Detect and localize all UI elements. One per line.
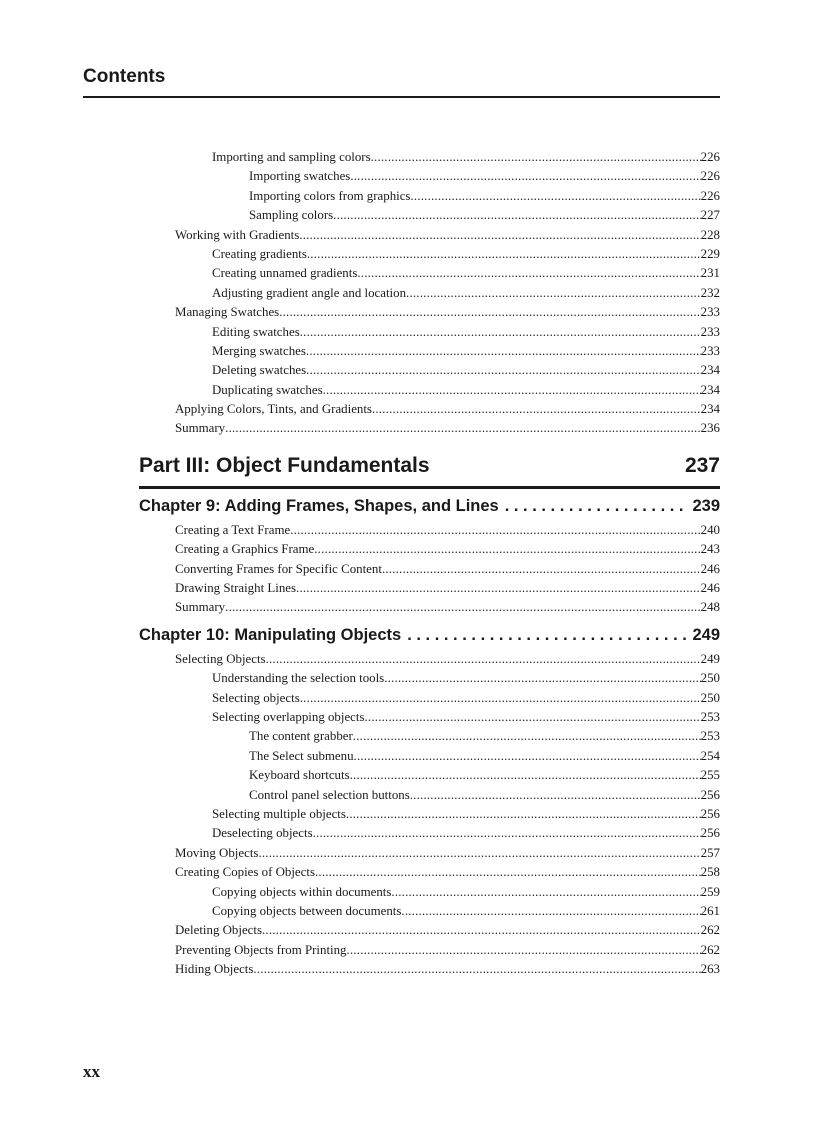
dot-leader bbox=[258, 844, 700, 863]
toc-entry-page: 246 bbox=[700, 581, 720, 596]
dot-leader bbox=[300, 323, 701, 342]
running-header bbox=[83, 66, 720, 98]
toc-entry-title: Duplicating swatches bbox=[212, 382, 323, 397]
toc-entry-page: 259 bbox=[700, 884, 720, 899]
toc-entry[interactable] bbox=[139, 921, 720, 940]
toc-section-color bbox=[139, 148, 720, 439]
dot-leader bbox=[353, 727, 701, 746]
toc-entry-title: Importing and sampling colors bbox=[212, 150, 371, 164]
toc-entry[interactable] bbox=[139, 844, 720, 863]
dot-leader bbox=[391, 883, 700, 902]
dot-leader bbox=[365, 708, 701, 727]
toc-entry[interactable] bbox=[139, 766, 720, 785]
dot-leader bbox=[406, 284, 701, 303]
chapter-9-heading[interactable] bbox=[139, 495, 720, 517]
toc-entry-title: Importing swatches bbox=[249, 169, 351, 184]
dot-leader bbox=[306, 361, 701, 380]
toc-entry-title: The Select submenu bbox=[249, 748, 354, 763]
toc-entry[interactable] bbox=[139, 264, 720, 283]
toc-entry[interactable] bbox=[139, 669, 720, 688]
dot-leader bbox=[499, 495, 689, 517]
toc-entry[interactable] bbox=[139, 805, 720, 824]
header-title: Contents bbox=[83, 66, 166, 87]
dot-leader bbox=[372, 400, 701, 419]
toc-entry[interactable] bbox=[139, 323, 720, 342]
toc-entry-title: Converting Frames for Specific Content bbox=[175, 561, 382, 576]
toc-entry[interactable] bbox=[139, 342, 720, 361]
dot-leader bbox=[323, 381, 701, 400]
toc-entry-title: Deselecting objects bbox=[212, 826, 313, 841]
toc-entry[interactable] bbox=[139, 245, 720, 264]
toc-entry-title: Merging swatches bbox=[212, 343, 306, 358]
toc-entry-page: 253 bbox=[700, 709, 720, 724]
toc-entry-page: 236 bbox=[700, 421, 720, 436]
toc-entry[interactable] bbox=[139, 727, 720, 746]
dot-leader bbox=[266, 650, 701, 669]
toc-entry-title: Creating Copies of Objects bbox=[175, 865, 315, 880]
toc-entry-page: 250 bbox=[700, 671, 720, 686]
toc-entry-page: 250 bbox=[700, 690, 720, 705]
part-page: 237 bbox=[684, 453, 720, 477]
toc-entry-title: Understanding the selection tools bbox=[212, 671, 385, 686]
toc-entry[interactable] bbox=[139, 902, 720, 921]
dot-leader bbox=[401, 624, 688, 646]
dot-leader bbox=[279, 303, 700, 322]
toc-entry-title: Keyboard shortcuts bbox=[249, 768, 350, 783]
toc-entry-title: Working with Gradients bbox=[175, 227, 300, 242]
dot-leader bbox=[306, 342, 701, 361]
toc-entry-title: Summary bbox=[175, 600, 226, 615]
chapter-9-entries bbox=[139, 521, 720, 618]
toc-entry[interactable] bbox=[139, 361, 720, 380]
toc-entry[interactable] bbox=[139, 650, 720, 669]
toc-entry-title: Copying objects between documents bbox=[212, 903, 402, 918]
toc-entry[interactable] bbox=[139, 187, 720, 206]
toc-entry-page: 257 bbox=[700, 845, 720, 860]
toc-entry[interactable] bbox=[139, 579, 720, 598]
toc-entry-page: 263 bbox=[700, 962, 720, 977]
toc-entry[interactable] bbox=[139, 786, 720, 805]
toc-entry-page: 229 bbox=[700, 246, 720, 261]
toc-entry-title: Creating unnamed gradients bbox=[212, 266, 358, 281]
toc-entry-title: Preventing Objects from Printing bbox=[175, 942, 347, 957]
toc-entry[interactable] bbox=[139, 747, 720, 766]
dot-leader bbox=[333, 206, 701, 225]
toc-entry-title: Selecting objects bbox=[212, 690, 300, 705]
toc-entry[interactable] bbox=[139, 400, 720, 419]
toc-entry-title: Moving Objects bbox=[175, 845, 259, 860]
toc-entry[interactable] bbox=[139, 521, 720, 540]
part-title: Part III: Object Fundamentals bbox=[139, 453, 430, 477]
toc-entry-title: Selecting overlapping objects bbox=[212, 709, 365, 724]
toc-entry[interactable] bbox=[139, 689, 720, 708]
dot-leader bbox=[371, 148, 701, 167]
toc-entry-title: Creating a Graphics Frame bbox=[175, 542, 315, 557]
toc-entry-title: Editing swatches bbox=[212, 324, 300, 339]
toc-entry-title: Adjusting gradient angle and location bbox=[212, 285, 407, 300]
toc-entry-page: 256 bbox=[700, 787, 720, 802]
dot-leader bbox=[354, 747, 701, 766]
toc-entry-page: 234 bbox=[700, 363, 720, 378]
toc-entry-page: 254 bbox=[700, 748, 720, 763]
toc-entry-page: 246 bbox=[700, 561, 720, 576]
toc-entry[interactable] bbox=[139, 303, 720, 322]
toc-entry-title: Deleting swatches bbox=[212, 363, 307, 378]
toc-entry-page: 226 bbox=[700, 150, 720, 164]
toc-entry[interactable] bbox=[139, 941, 720, 960]
dot-leader bbox=[401, 902, 700, 921]
toc-entry-title: The content grabber bbox=[249, 729, 353, 744]
dot-leader bbox=[382, 560, 701, 579]
toc-entry-page: 261 bbox=[700, 903, 720, 918]
toc-entry[interactable] bbox=[139, 381, 720, 400]
toc-entry[interactable] bbox=[139, 863, 720, 882]
toc-entry-title: Applying Colors, Tints, and Gradients bbox=[175, 402, 372, 417]
dot-leader bbox=[357, 264, 700, 283]
toc-entry-page: 253 bbox=[700, 729, 720, 744]
toc-entry-page: 249 bbox=[700, 651, 720, 666]
toc-entry[interactable] bbox=[139, 148, 720, 167]
toc-entry[interactable] bbox=[139, 883, 720, 902]
toc-entry-title: Summary bbox=[175, 421, 226, 436]
toc-entry-page: 262 bbox=[700, 942, 720, 957]
toc-entry[interactable] bbox=[139, 960, 720, 979]
dot-leader bbox=[300, 689, 701, 708]
dot-leader bbox=[410, 786, 701, 805]
dot-leader bbox=[262, 921, 701, 940]
part-heading[interactable] bbox=[139, 454, 720, 489]
chapter-10-page: 249 bbox=[692, 625, 720, 644]
dot-leader bbox=[225, 598, 701, 617]
toc-entry-title: Control panel selection buttons bbox=[249, 787, 410, 802]
toc-entry-page: 255 bbox=[700, 768, 720, 783]
toc-entry-title: Sampling colors bbox=[249, 208, 334, 223]
dot-leader bbox=[350, 167, 700, 186]
chapter-10-entries bbox=[139, 650, 720, 980]
toc-entry-page: 233 bbox=[700, 324, 720, 339]
toc-entry-page: 228 bbox=[700, 227, 720, 242]
toc-entry[interactable] bbox=[139, 824, 720, 843]
dot-leader bbox=[296, 579, 701, 598]
table-of-contents bbox=[139, 148, 720, 979]
dot-leader bbox=[347, 941, 701, 960]
toc-entry-page: 240 bbox=[700, 522, 720, 537]
toc-entry-page: 234 bbox=[700, 402, 720, 417]
toc-entry[interactable] bbox=[139, 708, 720, 727]
chapter-10-heading[interactable] bbox=[139, 624, 720, 646]
dot-leader bbox=[410, 187, 700, 206]
toc-entry-title: Creating a Text Frame bbox=[175, 522, 291, 537]
toc-entry-title: Managing Swatches bbox=[175, 305, 280, 320]
dot-leader bbox=[253, 960, 700, 979]
toc-entry-title: Creating gradients bbox=[212, 246, 307, 261]
toc-entry-page: 256 bbox=[700, 806, 720, 821]
toc-entry[interactable] bbox=[139, 284, 720, 303]
toc-entry-page: 243 bbox=[700, 542, 720, 557]
toc-entry[interactable] bbox=[139, 206, 720, 225]
toc-entry-page: 227 bbox=[700, 208, 720, 223]
dot-leader bbox=[307, 245, 701, 264]
dot-leader bbox=[346, 805, 701, 824]
chapter-9-page: 239 bbox=[692, 496, 720, 515]
dot-leader bbox=[384, 669, 700, 688]
toc-entry[interactable] bbox=[139, 226, 720, 245]
toc-entry-page: 232 bbox=[700, 285, 720, 300]
page-number: xx bbox=[83, 1062, 100, 1081]
toc-entry-page: 226 bbox=[700, 188, 720, 203]
toc-entry-page: 233 bbox=[700, 343, 720, 358]
chapter-9-title: Chapter 9: Adding Frames, Shapes, and Lines bbox=[139, 496, 499, 515]
dot-leader bbox=[313, 824, 701, 843]
toc-entry-title: Hiding Objects bbox=[175, 962, 254, 977]
toc-entry[interactable] bbox=[139, 540, 720, 559]
toc-entry-title: Drawing Straight Lines bbox=[175, 581, 297, 596]
toc-entry-title: Deleting Objects bbox=[175, 923, 262, 938]
toc-entry-page: 262 bbox=[700, 923, 720, 938]
toc-entry-page: 231 bbox=[700, 266, 720, 281]
toc-entry-page: 234 bbox=[700, 382, 720, 397]
toc-entry-page: 248 bbox=[700, 600, 720, 615]
toc-entry[interactable] bbox=[139, 419, 720, 438]
toc-entry[interactable] bbox=[139, 167, 720, 186]
toc-entry-page: 258 bbox=[700, 865, 720, 880]
toc-entry-page: 233 bbox=[700, 305, 720, 320]
toc-entry-page: 256 bbox=[700, 826, 720, 841]
dot-leader bbox=[299, 226, 700, 245]
dot-leader bbox=[315, 863, 701, 882]
toc-entry-title: Copying objects within documents bbox=[212, 884, 392, 899]
toc-entry-title: Selecting multiple objects bbox=[212, 806, 346, 821]
toc-entry-page: 226 bbox=[700, 169, 720, 184]
dot-leader bbox=[290, 521, 700, 540]
toc-entry-title: Selecting Objects bbox=[175, 651, 266, 666]
toc-entry[interactable] bbox=[139, 560, 720, 579]
toc-entry-title: Importing colors from graphics bbox=[249, 188, 411, 203]
dot-leader bbox=[225, 419, 701, 438]
dot-leader bbox=[350, 766, 701, 785]
chapter-10-title: Chapter 10: Manipulating Objects bbox=[139, 625, 402, 644]
toc-entry[interactable] bbox=[139, 598, 720, 617]
dot-leader bbox=[314, 540, 700, 559]
